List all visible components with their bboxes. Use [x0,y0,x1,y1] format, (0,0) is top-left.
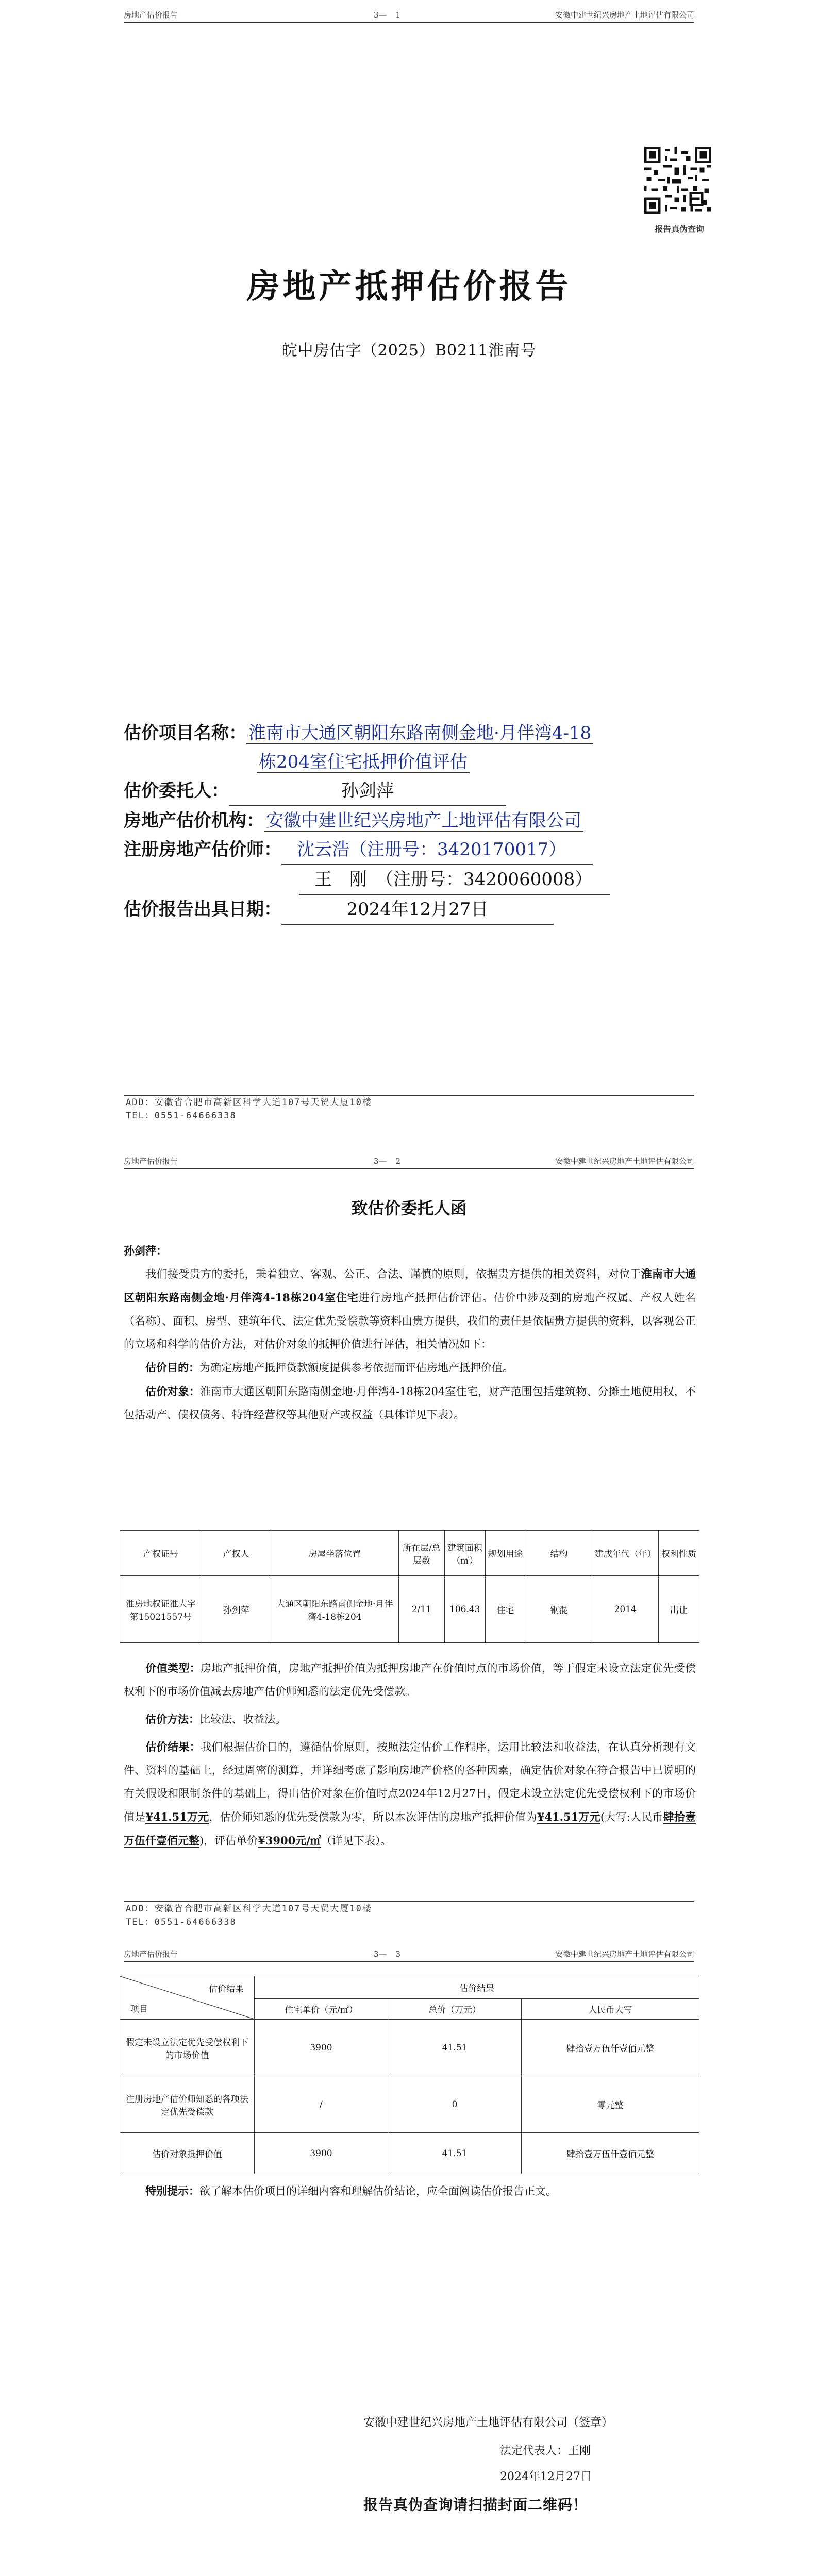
footer-address: ADD：安徽省合肥市高新区科学大道107号天贸大厦10楼 [126,1097,372,1108]
value-type-paragraph: 价值类型：房地产抵押价值，房地产抵押价值为抵押房地产在价值时点的市场价值，等于假定未设立法定优先受偿权利下的市场价值减去房地产估价师知悉的法定优先受偿款。 [124,1662,696,1698]
table-row: 估价对象抵押价值 3900 41.51 肆拾壹万伍仟壹佰元整 [120,2133,699,2174]
valuation-table: 估价结果 项目 估价结果 住宅单价（元/㎡） 总价（万元） 人民币大写 假定未设立法定优先受偿权利下的市场价值 3900 41.51 肆拾壹万伍仟壹佰元整 注册房地产估价师知悉的各项法定优先受偿款 / 0 零元整 估价对象抵押价值 3900 41.51 肆拾壹万伍仟壹佰元整 [120,1976,699,2174]
unit-price: ¥3900元/㎡ [258,1834,321,1847]
value-in-words: 肆拾壹万伍仟壹佰元整 [124,1810,696,1847]
header-left: 房地产估价报告 [124,1157,178,1166]
purpose-paragraph: 估价目的：为确定房地产抵押贷款额度提供参考依据而评估房地产抵押价值。 [145,1361,513,1374]
property-table [120,1530,699,1643]
intro-paragraph: 我们接受贵方的委托，秉着独立、客观、公正、合法、谨慎的原则，依据贵方提供的相关资料，对位于淮南市大通区朝阳东路南侧金地·月伴湾4-18栋204室住宅进行房地产抵押估价评估。估价中涉及到的房地产权属、产权人姓名（名称）、面积、房型、建筑年代、法定优先受偿款等资料由贵方提供，我们的责任是依据贵方提供的资料，以客观公正的立场和科学的估价方法，对估价对象的抵押价值进行评估，相关情况如下： [124,1267,696,1350]
project-line-1 [124,719,696,748]
table-row: 假定未设立法定优先受偿权利下的市场价值 3900 41.51 肆拾壹万伍仟壹佰元整 [120,2020,699,2076]
letter-page [0,1146,818,2576]
salutation: 孙剑萍： [124,1244,167,1257]
footer [124,1901,694,1933]
group-header: 估价结果 [255,1976,699,1999]
agency-value: 安徽中建世纪兴房地产土地评估有限公司 [264,810,583,832]
letter-body-1 [124,1239,696,1427]
report-title: 房地产抵押估价报告 [246,267,572,306]
header-right: 安徽中建世纪兴房地产土地评估有限公司 [555,1950,694,1959]
page-number: 3— 1 [374,10,402,20]
legal-representative: 法定代表人：王刚 [500,2445,591,2458]
verify-notice: 报告真伪查询请扫描封面二维码！ [363,2496,588,2513]
project-value-cont: 栋204室住宅抵押价值评估 [257,752,470,773]
running-header [124,1155,694,1169]
date-label: 估价报告出具日期： [124,899,281,920]
date-line [124,895,696,925]
mortgage-value: ¥41.51万元 [537,1810,600,1823]
appraiser-label: 注册房地产估价师： [124,839,281,860]
header-right: 安徽中建世纪兴房地产土地评估有限公司 [555,10,694,20]
table-row: 淮房地权证淮大字第15021557号 孙剑萍 大通区朝阳东路南侧金地·月伴湾4-18栋204 2/11 106.43 住宅 钢混 2014 出让 [120,1576,699,1643]
appraiser-2: 王 刚 （注册号：3420060008） [299,865,610,895]
footer [124,1095,694,1127]
header-left: 房地产估价报告 [124,1950,178,1959]
cover-info [124,719,696,925]
running-header [124,8,694,23]
signature-date: 2024年12月27日 [500,2470,592,2483]
running-header [124,1947,694,1962]
table-row: 注册房地产估价师知悉的各项法定优先受偿款 / 0 零元整 [120,2076,699,2133]
property-address: 淮南市大通区朝阳东路南侧金地·月伴湾4-18栋204室住宅 [124,1267,696,1304]
letter-title: 致估价委托人函 [351,1198,467,1218]
client-line [124,776,696,806]
footer-address: ADD：安徽省合肥市高新区科学大道107号天贸大厦10楼 [126,1904,372,1914]
page-number: 3— 2 [374,1157,402,1166]
agency-line [124,806,696,835]
footer-tel: TEL：0551-64666338 [126,1111,237,1121]
header-right: 安徽中建世纪兴房地产土地评估有限公司 [555,1157,694,1166]
date-value: 2024年12月27日 [281,895,554,925]
special-notice: 特别提示：欲了解本估价项目的详细内容和理解估价结论，应全面阅读估价报告正文。 [145,2184,557,2197]
corner-cell: 估价结果 项目 [120,1976,255,2020]
appraiser-line-2 [124,865,696,895]
appraiser-line-1 [124,835,696,865]
qr-code[interactable] [644,147,711,214]
qr-caption: 报告真伪查询 [654,224,704,234]
company-signature: 安徽中建世纪兴房地产土地评估有限公司（签章） [363,2416,613,2429]
market-value: ¥41.51万元 [145,1810,209,1823]
client-value: 孙剑萍 [229,776,506,806]
project-label: 估价项目名称： [124,723,246,743]
project-value: 淮南市大通区朝阳东路南侧金地·月伴湾4-18 [246,723,593,744]
report-number: 皖中房估字（2025）B0211淮南号 [281,342,537,360]
letter-body-2 [124,1656,696,1853]
agency-label: 房地产估价机构： [124,810,264,831]
appraiser-1: 沈云浩（注册号：3420170017） [281,835,593,865]
project-line-2 [124,748,696,776]
property-table-header: 产权证号 产权人 房屋坐落位置 所在层/总层数 建筑面积（㎡） 规划用途 结构 建成年代（年） 权利性质 [120,1531,699,1576]
footer-tel: TEL：0551-64666338 [126,1917,237,1927]
page-number: 3— 3 [374,1950,402,1959]
method-paragraph: 估价方法：比较法、收益法。 [145,1713,286,1725]
object-paragraph: 估价对象：淮南市大通区朝阳东路南侧金地·月伴湾4-18栋204室住宅，财产范围包括建筑物、分摊土地使用权，不包括动产、债权债务、特许经营权等其他财产或权益（具体详见下表）。 [124,1385,696,1421]
result-paragraph: 估价结果：我们根据估价目的，遵循估价原则，按照法定估价工作程序，运用比较法和收益法，在认真分析现有文件、资料的基础上，经过周密的测算，并详细考虑了影响房地产价格的各种因素，确定估价对象在符合报告中已说明的有关假设和限制条件的基础上，得出估价对象在价值时点2024年12月27日，假定未设立法定优先受偿权利下的市场价值是¥41.51万元，估价师知悉的优先受偿款为零，所以本次评估的房地产抵押价值为¥41.51万元(大写:人民币肆拾壹万伍仟壹佰元整)，评估单价¥3900元/㎡（详见下表）。 [124,1740,696,1847]
cover-page [0,0,818,1149]
header-left: 房地产估价报告 [124,10,178,20]
client-label: 估价委托人： [124,781,229,801]
